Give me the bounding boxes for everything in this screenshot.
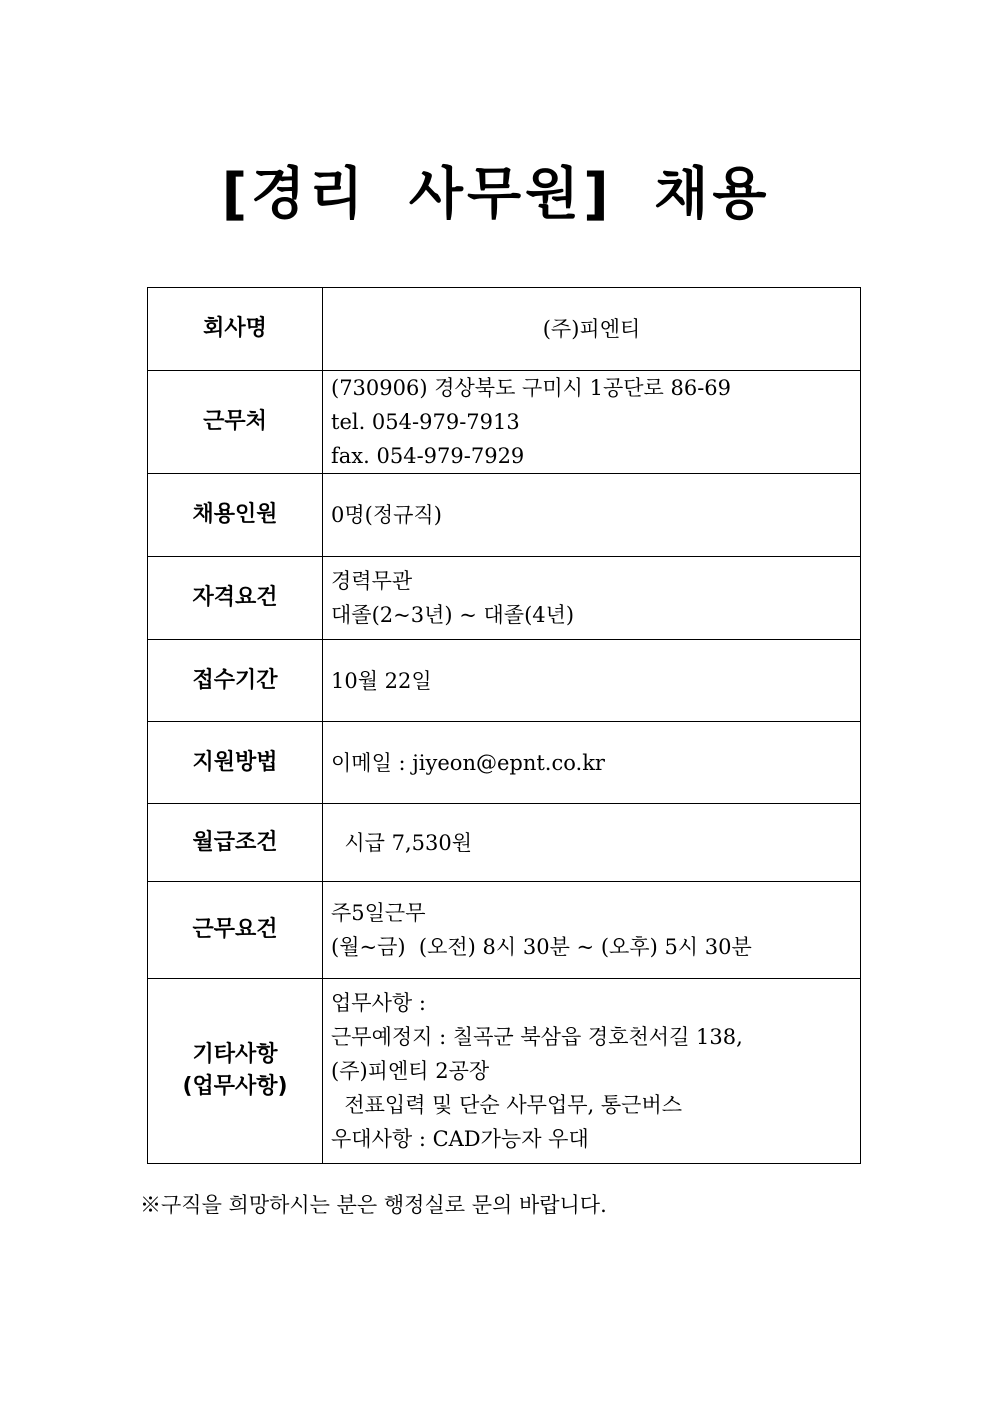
label-line: 회사명 (203, 316, 267, 341)
value-line: 근무예정지 : 칠곡군 북삼읍 경호천서길 138, (331, 1025, 743, 1049)
table-row (148, 979, 861, 1164)
job-info-table (147, 287, 861, 1164)
value-line: (주)피엔티 (542, 317, 641, 341)
label-line: 근무요건 (192, 917, 278, 942)
page-title: [경리 사무원] 채용 (221, 162, 771, 227)
table-row (148, 722, 861, 804)
row-label-company (148, 288, 323, 371)
row-label-how-to-apply (148, 722, 323, 804)
value-line: tel. 054-979-7913 (331, 410, 520, 434)
row-label-working-conditions (148, 882, 323, 979)
value-line: (월~금) (오전) 8시 30분 ~ (오후) 5시 30분 (331, 935, 752, 959)
table-row (148, 640, 861, 722)
label-line: 자격요건 (192, 585, 278, 610)
value-line: 시급 7,530원 (331, 830, 473, 855)
value-line: (주)피엔티 2공장 (331, 1059, 490, 1083)
row-value-working-conditions (323, 882, 861, 979)
value-line: 업무사항 : (331, 991, 426, 1015)
label-line: 기타사항 (192, 1042, 278, 1067)
footnote: ※구직을 희망하시는 분은 행정실로 문의 바랍니다. (140, 1193, 607, 1217)
value-line: 전표입력 및 단순 사무업무, 통근버스 (331, 1093, 683, 1117)
table-row (148, 882, 861, 979)
value-line: 경력무관 (331, 569, 413, 593)
row-value-salary (323, 804, 861, 882)
label-line: 접수기간 (192, 667, 278, 693)
value-line: fax. 054-979-7929 (331, 444, 525, 468)
row-label-other-notes (148, 979, 323, 1164)
label-line: 월급조건 (192, 829, 278, 855)
table-row (148, 288, 861, 371)
table-row (148, 804, 861, 882)
table-row (148, 557, 861, 640)
row-label-headcount (148, 474, 323, 557)
value-line: 주5일근무 (331, 901, 426, 925)
label-line: 채용인원 (192, 502, 278, 527)
row-value-how-to-apply (323, 722, 861, 804)
label-line: (업무사항) (182, 1074, 288, 1099)
label-line: 지원방법 (192, 749, 278, 775)
label-line: 근무처 (203, 409, 267, 434)
value-line: 우대사항 : CAD가능자 우대 (331, 1127, 589, 1151)
row-value-workplace (323, 371, 861, 474)
row-value-company (323, 288, 861, 371)
row-value-application-period (323, 640, 861, 722)
value-line: 10월 22일 (331, 668, 432, 693)
table-row (148, 474, 861, 557)
row-value-headcount (323, 474, 861, 557)
table-row (148, 371, 861, 474)
row-label-salary (148, 804, 323, 882)
row-label-qualifications (148, 557, 323, 640)
value-line: 대졸(2~3년) ~ 대졸(4년) (331, 603, 575, 627)
value-line: 이메일 : jiyeon@epnt.co.kr (331, 750, 605, 775)
row-value-qualifications (323, 557, 861, 640)
value-line: (730906) 경상북도 구미시 1공단로 86-69 (331, 376, 732, 400)
value-line: 0명(정규직) (331, 503, 442, 527)
row-label-workplace (148, 371, 323, 474)
row-value-other-notes (323, 979, 861, 1164)
row-label-application-period (148, 640, 323, 722)
